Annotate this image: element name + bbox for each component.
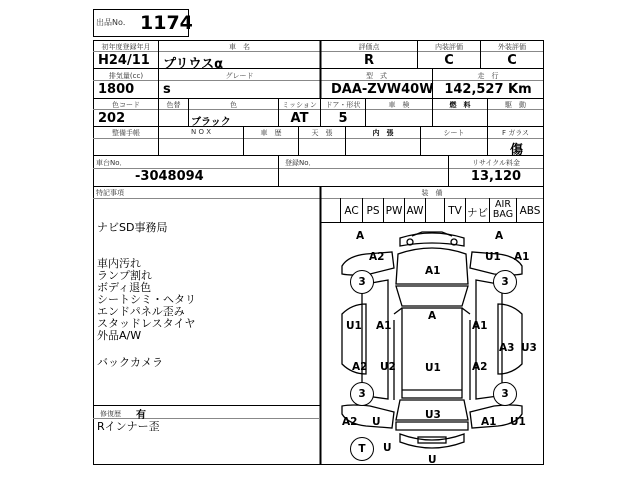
color-name-value: ブラック <box>191 117 231 128</box>
interior-score-value: C <box>444 53 454 68</box>
mark-u1-right: U1 <box>485 251 501 263</box>
equip-ps: PS <box>366 205 380 217</box>
list-item: 外品A/W <box>97 329 142 342</box>
mark-front-left: A <box>356 230 365 242</box>
notes-list <box>97 258 196 342</box>
lot-number: 1174 <box>140 12 193 34</box>
equipment-title: 装 備 <box>421 189 443 197</box>
tire-front-left: 3 <box>350 270 374 294</box>
mark-a1-hood: A1 <box>425 265 441 277</box>
mark-u1-left-door: U1 <box>346 320 362 332</box>
notes-camera: バックカメラ <box>97 356 163 369</box>
score-label: 評価点 <box>358 43 380 51</box>
history-label: 車 歴 <box>260 129 282 137</box>
mark-a1-right-top: A1 <box>514 251 530 263</box>
reg-date-label: 初年度登録年月 <box>101 43 151 51</box>
chassis-value: -3048094 <box>135 169 204 184</box>
list-item: シートシミ・ヘタリ <box>97 293 196 306</box>
mark-u3-trunk: U3 <box>425 409 441 421</box>
drive-label: 駆 動 <box>505 101 526 109</box>
mark-a1-bottom-right: A1 <box>481 416 497 428</box>
color-name-label: 色 <box>230 101 237 109</box>
interior-score-label: 内装評価 <box>435 43 463 51</box>
mileage-label: 走 行 <box>477 72 499 80</box>
reg-date-value: H24/11 <box>98 53 150 68</box>
recycle-value: 13,120 <box>470 169 522 184</box>
color-change-label: 色替 <box>166 101 181 109</box>
mileage-value: 142,527 Km <box>444 82 532 97</box>
plate-label: 登録No． <box>285 159 316 167</box>
color-code-value: 202 <box>98 111 126 126</box>
mark-a2-rear-right: A2 <box>472 361 488 373</box>
displacement-label: 排気量(cc) <box>108 72 144 80</box>
mark-a1-left-door: A1 <box>376 320 392 332</box>
door-label: ドア・形状 <box>325 101 361 109</box>
exterior-score-value: C <box>507 53 517 68</box>
mark-u-bottom-left: U <box>372 416 381 428</box>
model-label: 型 式 <box>366 72 387 80</box>
chassis-label: 車台No． <box>96 159 127 167</box>
tire-front-right: 3 <box>493 270 517 294</box>
notes-line1: ナビSD事務局 <box>97 221 168 234</box>
equip-ac: AC <box>344 205 359 217</box>
nox-label: N O X <box>191 128 211 136</box>
score-value: R <box>363 53 374 68</box>
tire-spare: T <box>350 437 374 461</box>
lot-label: 出品No． <box>96 18 131 27</box>
car-name-label: 車 名 <box>229 43 250 51</box>
mark-front-right: A <box>495 230 504 242</box>
tire-rear-left: 3 <box>350 382 374 406</box>
mission-label: ミッション <box>282 101 317 109</box>
car-name-value: プリウスα <box>163 57 224 72</box>
tire-rear-right: 3 <box>493 382 517 406</box>
seat-label: シート <box>443 129 465 137</box>
mark-u2-rear-left: U2 <box>380 361 396 373</box>
mark-u1-center: U1 <box>425 362 441 374</box>
equip-aw: AW <box>406 205 424 217</box>
repair-value: 有 <box>136 410 146 421</box>
notes-title: 特記事項 <box>96 189 124 197</box>
list-item: スタッドレスタイヤ <box>97 317 196 330</box>
repair-label: 修復歴 <box>100 410 121 418</box>
equip-tv: TV <box>448 205 462 217</box>
color-code-label: 色コード <box>112 101 140 109</box>
equip-airbag: AIR BAG <box>492 199 514 220</box>
list-item: エンドパネル歪み <box>97 305 185 318</box>
list-item: ボディ退色 <box>97 281 152 294</box>
displacement-value: 1800 <box>98 82 135 97</box>
mark-u-bumper: U <box>383 442 392 454</box>
manual-label: 整備手帳 <box>112 129 140 137</box>
grade-value: s <box>163 82 171 97</box>
inspection-label: 車 検 <box>388 101 410 109</box>
model-value: DAA-ZVW40W <box>331 82 434 97</box>
mark-u3-right: U3 <box>521 342 537 354</box>
mark-a1-right-door: A1 <box>472 320 488 332</box>
door-value: 5 <box>338 111 348 126</box>
equip-navi: ナビ <box>467 207 488 219</box>
mark-u-bottom: U <box>428 454 437 466</box>
mark-a2-left: A2 <box>369 251 385 263</box>
recycle-label: リサイクル料金 <box>471 159 521 167</box>
list-item: 車内汚れ <box>97 257 141 270</box>
mark-roof: A <box>428 310 437 322</box>
glass-value: 傷 <box>510 143 524 158</box>
repair-detail: Rインナー歪 <box>97 420 160 433</box>
mark-a3-right: A3 <box>499 342 515 354</box>
glass-label: F ガラス <box>501 129 530 137</box>
exterior-score-label: 外装評価 <box>498 43 526 51</box>
mission-value: AT <box>290 111 309 126</box>
list-item: ランプ割れ <box>97 269 152 282</box>
mark-a2-rear-left: A2 <box>352 361 368 373</box>
equip-pw: PW <box>385 205 403 217</box>
equip-abs: ABS <box>519 205 541 217</box>
mark-a2-bottom-left: A2 <box>342 416 358 428</box>
grade-label: グレード <box>225 72 254 80</box>
roof-label: 天 張 <box>311 129 333 137</box>
mark-u1-bottom-right: U1 <box>510 416 526 428</box>
interior-trim-label: 内 張 <box>372 129 394 137</box>
fuel-label: 燃 料 <box>449 101 471 109</box>
